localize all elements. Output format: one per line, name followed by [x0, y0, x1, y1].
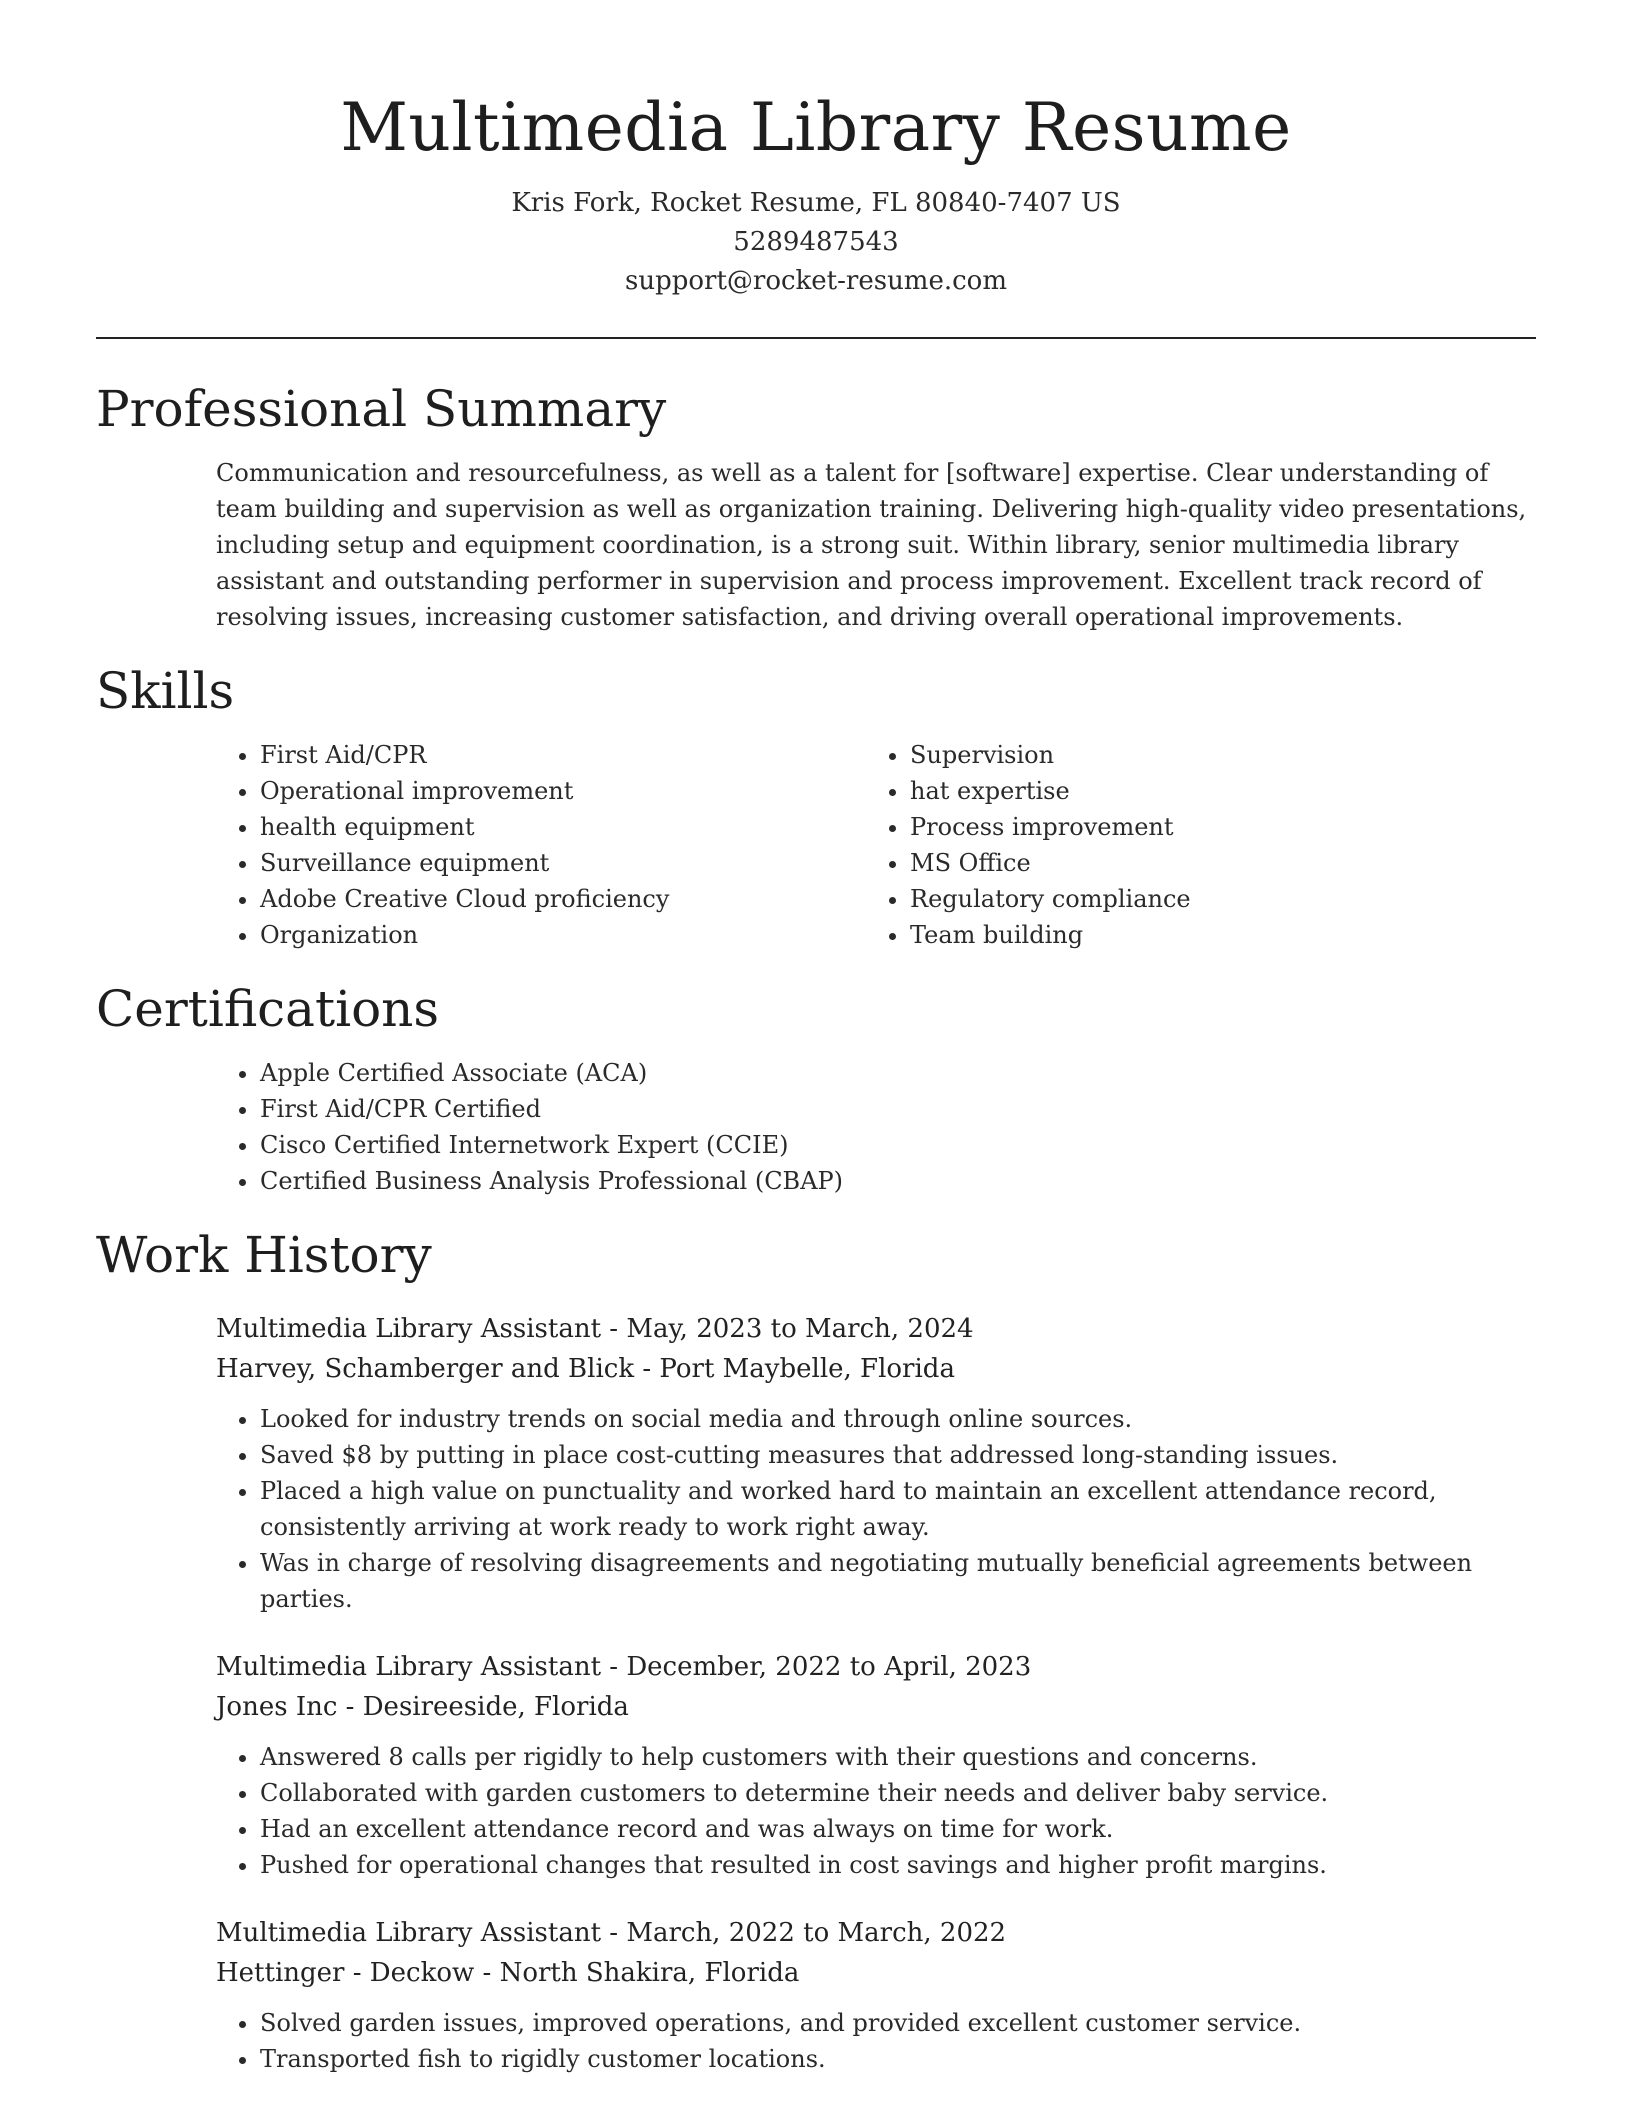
list-item: • Cisco Certified Internetwork Expert (CCIE) — [260, 1127, 1536, 1163]
job-bullets — [216, 1401, 1536, 1617]
job-bullets — [216, 2005, 1536, 2077]
contact-address: Kris Fork, Rocket Resume, FL 80840-7407 US — [511, 188, 1121, 218]
list-item: • Operational improvement — [260, 773, 866, 809]
certifications-list — [216, 1055, 1536, 1199]
summary-section — [96, 377, 1536, 635]
certifications-heading: Certifications — [96, 980, 440, 1038]
list-item: • Transported fish to rigidly customer locations. — [260, 2041, 1536, 2077]
skills-list-left — [216, 737, 866, 953]
resume-page — [96, 80, 1536, 2077]
resume-header — [96, 80, 1536, 301]
work-history-heading: Work History — [96, 1226, 432, 1284]
contact-phone: 5289487543 — [733, 227, 899, 257]
list-item: • Certified Business Analysis Professional (CBAP) — [260, 1163, 1536, 1199]
list-item: • Pushed for operational changes that resulted in cost savings and higher profit margins. — [260, 1847, 1536, 1883]
skills-column-right — [866, 737, 1516, 953]
list-item: • Solved garden issues, improved operations, and provided excellent customer service. — [260, 2005, 1536, 2041]
job-company-line: Hettinger - Deckow - North Shakira, Florida — [216, 1958, 800, 1988]
list-item: • Surveillance equipment — [260, 845, 866, 881]
work-history-section — [96, 1223, 1536, 2077]
list-item: • hat expertise — [910, 773, 1516, 809]
job-entry — [216, 1913, 1536, 2077]
list-item: • First Aid/CPR Certified — [260, 1091, 1536, 1127]
list-item: • Looked for industry trends on social media and through online sources. — [260, 1401, 1536, 1437]
skills-heading: Skills — [96, 662, 235, 720]
skills-list-right — [866, 737, 1516, 953]
list-item: • Organization — [260, 917, 866, 953]
skills-column-left — [216, 737, 866, 953]
list-item: • Had an excellent attendance record and was always on time for work. — [260, 1811, 1536, 1847]
skills-section — [96, 659, 1536, 953]
list-item: • health equipment — [260, 809, 866, 845]
job-title-line: Multimedia Library Assistant - December, 2022 to April, 2023 — [216, 1652, 1032, 1682]
job-title-line: Multimedia Library Assistant - May, 2023 to March, 2024 — [216, 1314, 974, 1344]
list-item: • Placed a high value on punctuality and worked hard to maintain an excellent attendance record, consistently arriving at work ready to work right away. — [260, 1473, 1536, 1545]
list-item: • Apple Certified Associate (ACA) — [260, 1055, 1536, 1091]
job-bullets — [216, 1739, 1536, 1883]
certifications-section — [96, 977, 1536, 1199]
list-item: • Regulatory compliance — [910, 881, 1516, 917]
page-title: Multimedia Library Resume — [340, 89, 1292, 166]
list-item: • Adobe Creative Cloud proficiency — [260, 881, 866, 917]
summary-text: Communication and resourcefulness, as well as a talent for [software] expertise. Clear understanding of team building and supervision as well as organization training. Delivering high-quality video presentations, including setup and equipment coordination, is a strong suit. Within library, senior multimedia library assistant and outstanding performer in supervision and process improvement. Excellent track record of resolving issues, increasing customer satisfaction, and driving overall operational improvements. — [216, 459, 1527, 631]
contact-email: support@rocket-resume.com — [624, 266, 1007, 296]
list-item: • Process improvement — [910, 809, 1516, 845]
list-item: • Team building — [910, 917, 1516, 953]
list-item: • Collaborated with garden customers to determine their needs and deliver baby service. — [260, 1775, 1536, 1811]
job-entry — [216, 1647, 1536, 1883]
list-item: • Answered 8 calls per rigidly to help customers with their questions and concerns. — [260, 1739, 1536, 1775]
job-company-line: Harvey, Schamberger and Blick - Port Maybelle, Florida — [216, 1354, 955, 1384]
list-item: • First Aid/CPR — [260, 737, 866, 773]
list-item: • Supervision — [910, 737, 1516, 773]
summary-heading: Professional Summary — [96, 380, 667, 438]
list-item: • Was in charge of resolving disagreements and negotiating mutually beneficial agreements between parties. — [260, 1545, 1536, 1617]
job-company-line: Jones Inc - Desireeside, Florida — [216, 1692, 629, 1722]
job-title-line: Multimedia Library Assistant - March, 2022 to March, 2022 — [216, 1918, 1007, 1948]
skills-grid — [216, 737, 1536, 953]
list-item: • MS Office — [910, 845, 1516, 881]
job-entry — [216, 1309, 1536, 1617]
list-item: • Saved $8 by putting in place cost-cutting measures that addressed long-standing issues. — [260, 1437, 1536, 1473]
header-divider — [96, 337, 1536, 339]
